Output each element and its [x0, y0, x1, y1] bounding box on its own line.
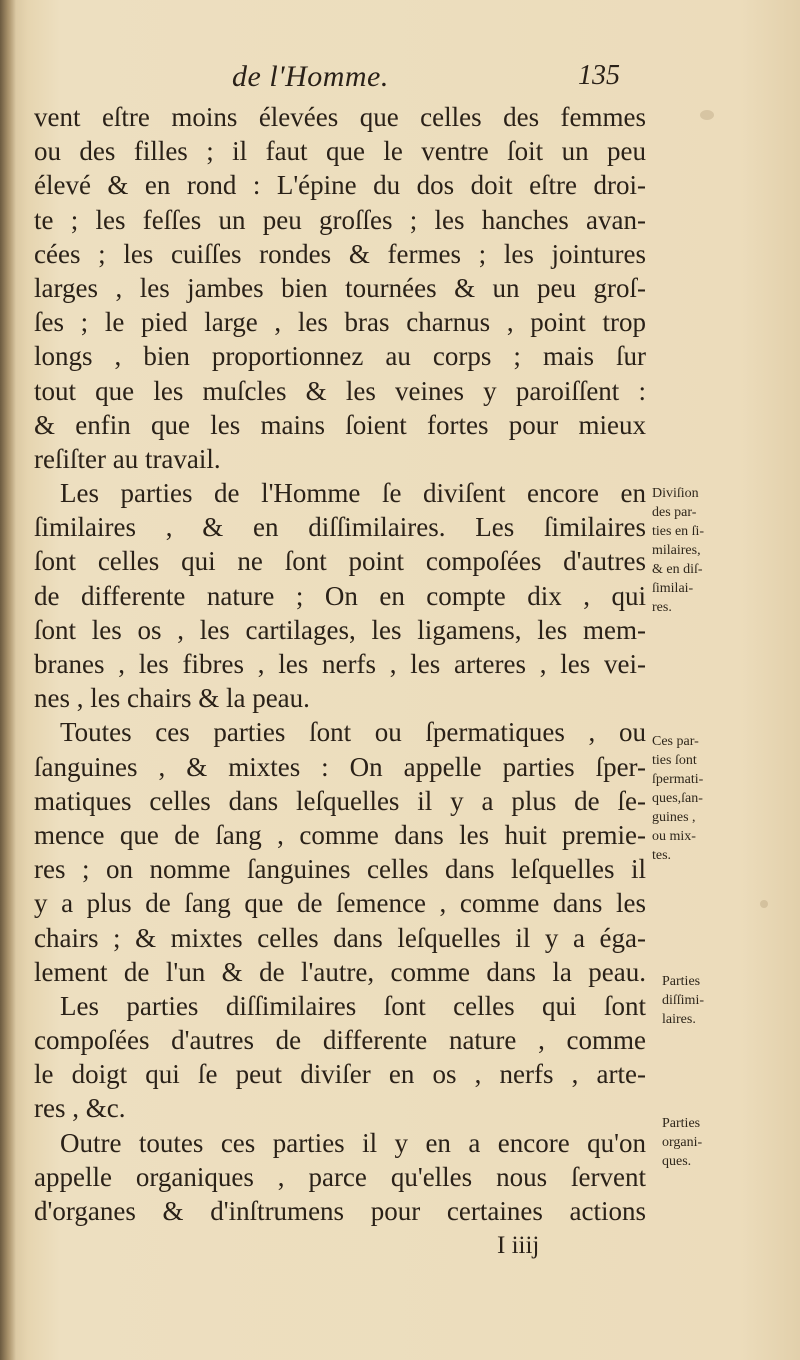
text-line: de differente nature ; On en compte dix , qui [34, 580, 646, 611]
margin-note-line: ques,ſan- [652, 791, 703, 806]
text-line: compoſées d'autres de differente nature , comme [34, 1025, 646, 1056]
paragraph-start-line: Les parties de l'Homme ſe diviſent encore en [60, 478, 646, 509]
text-line: élevé & en rond : L'épine du dos doit eſtre droi- [34, 170, 646, 201]
text-line: lement de l'un & de l'autre, comme dans la peau. [34, 956, 646, 987]
text-line: matiques celles dans leſquelles il y a plus de ſe- [34, 785, 646, 816]
text-line: vent eſtre moins élevées que celles des femmes [34, 102, 646, 132]
text-line: res , &c. [34, 1093, 126, 1124]
margin-note-organic-parts [652, 1114, 748, 1171]
page-number: 135 [578, 60, 620, 91]
text-line: tout que les muſcles & les veines y paroiſſent : [34, 375, 646, 406]
running-head: de l'Homme. [232, 60, 389, 93]
text-line: ou des filles ; il faut que le ventre ſoit un peu [34, 136, 646, 167]
text-line: appelle organiques , parce qu'elles nous ſervent [34, 1161, 646, 1192]
paper-stain [700, 110, 714, 120]
margin-note-line: res. [652, 600, 672, 615]
text-line: larges , les jambes bien tournées & un peu groſ- [34, 272, 646, 303]
text-line: cées ; les cuiſſes rondes & fermes ; les jointures [34, 238, 646, 269]
paragraph-start-line: Toutes ces parties ſont ou ſpermatiques , ou [60, 717, 646, 748]
margin-note-dissimilar-parts [652, 972, 748, 1029]
margin-note-line: ſimilai- [652, 581, 694, 596]
margin-note-line: & en diſ- [652, 562, 703, 577]
text-line: te ; les feſſes un peu groſſes ; les hanches avan- [34, 204, 646, 235]
text-line: ſimilaires , & en diſſimilaires. Les ſimilaires [34, 512, 646, 543]
text-line: reſiſter au travail. [34, 443, 221, 474]
margin-note-line: laires. [662, 1012, 696, 1027]
paragraph-start-line: Outre toutes ces parties il y en a encore qu'on [60, 1127, 646, 1158]
main-text-block [34, 100, 646, 1228]
margin-note-spermatic-parts [652, 732, 738, 865]
margin-note-line: ſpermati- [652, 772, 704, 787]
margin-note-line: ques. [662, 1154, 692, 1169]
paragraph-start-line: Les parties diſſimilaires ſont celles qui ſont [60, 990, 646, 1021]
margin-note-line: ou mix- [652, 829, 696, 844]
signature-mark: I iiij [497, 1232, 540, 1259]
margin-note-line: Ces par- [652, 734, 699, 749]
page-header [0, 60, 800, 104]
margin-note-line: Diviſion [652, 486, 699, 501]
margin-note-line: des par- [652, 505, 697, 520]
margin-note-line: Parties [662, 974, 701, 989]
text-line: longs , bien proportionnez au corps ; mais ſur [34, 341, 646, 372]
margin-note-line: Parties [662, 1116, 701, 1131]
text-line: d'organes & d'inſtrumens pour certaines actions [34, 1196, 646, 1226]
text-line: branes , les fibres , les nerfs , les arteres , les vei- [34, 649, 646, 679]
text-line: le doigt qui ſe peut diviſer en os , nerfs , arte- [34, 1059, 646, 1090]
text-line: ſes ; le pied large , les bras charnus , point trop [34, 307, 646, 338]
text-line: res ; on nomme ſanguines celles dans leſquelles il [34, 854, 646, 885]
text-line: mence que de ſang , comme dans les huit premie- [34, 819, 646, 850]
margin-note-line: ties ſont [652, 753, 697, 768]
text-line: ſont celles qui ne ſont point compoſées d'autres [34, 546, 646, 577]
text-line: ſanguines , & mixtes : On appelle parties ſper- [34, 751, 646, 782]
text-line: chairs ; & mixtes celles dans leſquelles il y a éga- [34, 922, 646, 953]
margin-note-line: organi- [662, 1135, 703, 1150]
margin-note-line: guines , [652, 810, 696, 825]
text-line: nes , les chairs & la peau. [34, 683, 310, 714]
margin-note-division [652, 484, 738, 617]
text-line: ſont les os , les cartilages, les ligamens, les mem- [34, 614, 646, 645]
text-line: y a plus de ſang que de ſemence , comme dans les [34, 888, 646, 919]
text-line: & enfin que les mains ſoient fortes pour mieux [34, 409, 646, 440]
margin-note-line: milaires, [652, 543, 701, 558]
page-gutter-shadow [0, 0, 16, 1360]
paper-stain [760, 900, 768, 908]
margin-note-line: ties en ſi- [652, 524, 705, 539]
margin-note-line: tes. [652, 848, 672, 863]
margin-note-line: diſſimi- [662, 993, 704, 1008]
